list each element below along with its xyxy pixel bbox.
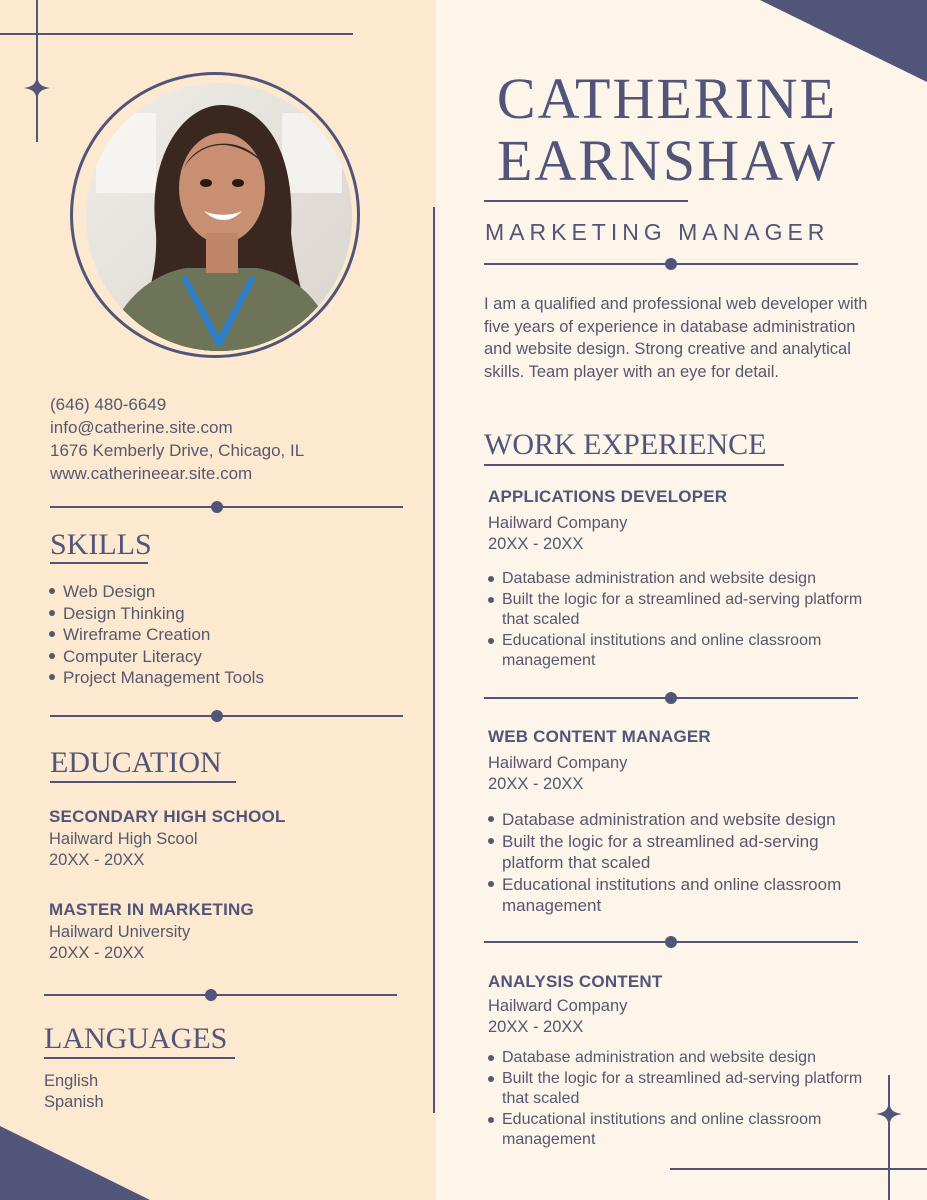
name-underline — [484, 200, 688, 202]
languages-heading: LANGUAGES — [44, 1022, 228, 1055]
job-bullet: Database administration and website design — [488, 569, 868, 590]
job-bullet: Educational institutions and online classroom management — [488, 631, 868, 672]
education-entry — [49, 807, 286, 871]
job-bullet: Educational institutions and online classroom management — [488, 1110, 868, 1151]
skills-heading: SKILLS — [50, 528, 152, 561]
job-bullet: Database administration and website design — [488, 1048, 868, 1069]
sparkle-star-icon — [876, 1100, 902, 1128]
job-title: APPLICATIONS DEVELOPER — [488, 487, 728, 506]
name-heading — [462, 68, 872, 192]
job-bullet: Educational institutions and online classroom management — [488, 874, 868, 917]
job-years: 20XX - 20XX — [488, 775, 584, 793]
job-bullet: Database administration and website design — [488, 809, 868, 831]
education-degree: MASTER IN MARKETING — [49, 900, 254, 919]
skill-item: Design Thinking — [49, 603, 389, 625]
top-left-frame-line — [0, 33, 353, 35]
education-heading-underline — [50, 781, 236, 783]
job-company: Hailward Company — [488, 514, 628, 532]
skill-item: Wireframe Creation — [49, 624, 389, 646]
job-entry — [488, 972, 868, 1151]
contact-phone: (646) 480-6649 — [50, 395, 167, 414]
contact-website[interactable]: www.catherineear.site.com — [50, 464, 253, 483]
job-years: 20XX - 20XX — [488, 535, 584, 553]
skills-list — [49, 581, 389, 689]
section-divider — [50, 506, 403, 508]
divider-dot — [205, 989, 217, 1001]
education-years: 20XX - 20XX — [49, 851, 145, 869]
job-bullets — [488, 809, 868, 917]
job-title: ANALYSIS CONTENT — [488, 972, 663, 991]
language-item: English — [44, 1072, 99, 1090]
bottom-right-frame-vertical — [888, 1075, 890, 1200]
divider-dot — [211, 710, 223, 722]
divider-dot — [211, 501, 223, 513]
education-degree: SECONDARY HIGH SCHOOL — [49, 807, 286, 826]
work-experience-heading: WORK EXPERIENCE — [484, 428, 767, 461]
work-heading-underline — [484, 464, 784, 466]
bottom-right-frame-line — [670, 1168, 927, 1170]
skill-item: Computer Literacy — [49, 646, 389, 668]
languages-heading-underline — [44, 1057, 235, 1059]
job-title-heading: MARKETING MANAGER — [485, 219, 830, 245]
section-divider — [50, 715, 403, 717]
skill-item: Web Design — [49, 581, 389, 603]
first-name: CATHERINE — [496, 66, 838, 131]
languages-list — [44, 1071, 104, 1113]
education-heading: EDUCATION — [50, 746, 222, 779]
contact-email[interactable]: info@catherine.site.com — [50, 418, 233, 437]
section-divider — [44, 994, 397, 996]
top-left-frame-vertical — [36, 0, 38, 142]
job-entry — [488, 727, 868, 917]
skill-item: Project Management Tools — [49, 667, 389, 689]
column-divider — [433, 207, 435, 1113]
job-bullets — [488, 1048, 868, 1151]
language-item: Spanish — [44, 1093, 104, 1111]
education-school: Hailward High Scool — [49, 830, 198, 848]
divider-dot — [665, 692, 677, 704]
job-entry — [488, 487, 868, 672]
job-company: Hailward Company — [488, 754, 628, 772]
bottom-left-triangle — [0, 1126, 150, 1200]
job-bullets — [488, 569, 868, 672]
job-bullet: Built the logic for a streamlined ad-serving platform that scaled — [488, 831, 868, 874]
contact-address: 1676 Kemberly Drive, Chicago, IL — [50, 441, 305, 460]
job-company: Hailward Company — [488, 997, 628, 1015]
divider-dot — [665, 258, 677, 270]
divider-dot — [665, 936, 677, 948]
sparkle-star-icon — [24, 74, 50, 102]
contact-block — [50, 393, 304, 485]
job-bullet: Built the logic for a streamlined ad-serving platform that scaled — [488, 1069, 868, 1110]
job-bullet: Built the logic for a streamlined ad-serving platform that scaled — [488, 590, 868, 631]
last-name: EARNSHAW — [496, 128, 837, 193]
education-entry — [49, 900, 254, 964]
skills-heading-underline — [50, 562, 148, 564]
profile-photo — [86, 83, 352, 351]
education-school: Hailward University — [49, 923, 191, 941]
profile-summary: I am a qualified and professional web developer with five years of experience in database administration and website design. Strong creative and analytical skills. Team player with an eye for detail. — [484, 295, 868, 381]
job-years: 20XX - 20XX — [488, 1018, 584, 1036]
job-title: WEB CONTENT MANAGER — [488, 727, 711, 746]
education-years: 20XX - 20XX — [49, 944, 145, 962]
